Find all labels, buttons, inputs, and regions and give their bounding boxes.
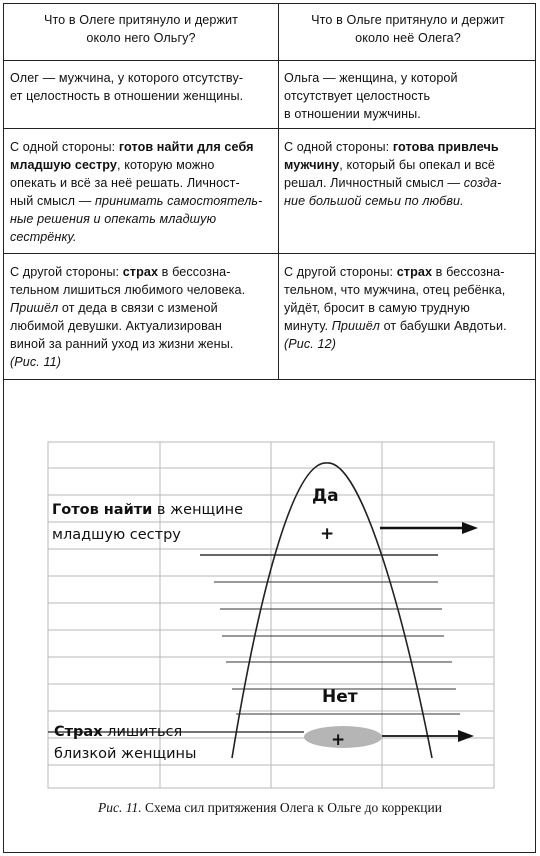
header-right-line: Что в Ольге притянуло и держит (311, 13, 505, 27)
caption-text: Схема сил притяжения Олега к Ольге до коррекции (141, 800, 442, 815)
label-yes: Да (312, 486, 339, 506)
text: С одной стороны: (10, 140, 119, 154)
text-line: любимой девушки. Актуализирован (10, 319, 222, 333)
row1-left (10, 69, 272, 105)
text: в бессозна- (158, 265, 231, 279)
bold-text: страх (396, 265, 433, 279)
text-line (10, 138, 272, 156)
text: решал. Личностный смысл — (284, 176, 464, 190)
label-ready-rest: в женщине (152, 502, 244, 518)
text: , который бы опекал и всё (339, 158, 496, 172)
header-right-line: около неё Олега? (355, 31, 461, 45)
header-left-line: Что в Олеге притянуло и держит (43, 13, 239, 27)
label-fear-rest: лишиться (102, 724, 183, 740)
plus-icon: + (320, 524, 335, 544)
row1-right (284, 69, 532, 123)
bold-text: готов найти для себя (118, 140, 254, 154)
attraction-scheme-figure (42, 440, 496, 790)
caption-number: Рис. 11. (98, 800, 142, 815)
text-line: в отношении мужчины. (284, 107, 421, 121)
text-line (284, 174, 532, 192)
text: ный смысл — (10, 194, 95, 208)
bold-text: младшую сестру (10, 158, 118, 172)
text: С другой стороны: (10, 265, 123, 279)
row2-left (10, 138, 272, 246)
text-line (284, 317, 532, 335)
text-line (10, 299, 272, 317)
text-line (10, 228, 272, 246)
label-ready-line1 (52, 502, 243, 518)
text-line (10, 210, 272, 228)
text-line: тельном, что мужчина, отец ребёнка, (284, 283, 506, 297)
italic-text: сестрёнку. (10, 230, 77, 244)
bold-text: готова привлечь (392, 140, 499, 154)
text-line (284, 335, 532, 353)
bold-text: мужчину (284, 158, 340, 172)
arrow-ready (380, 522, 478, 534)
text-line (10, 192, 272, 210)
italic-text: ные решения и опекать младшую (10, 212, 217, 226)
text-line (284, 138, 532, 156)
text-line (10, 353, 272, 371)
italic-text: (Рис. 11) (10, 355, 62, 369)
text-line (10, 156, 272, 174)
arrow-fear-head (458, 730, 474, 742)
text-line (284, 263, 532, 281)
row-divider (4, 379, 535, 380)
text: от бабушки Авдотьи. (380, 319, 507, 333)
italic-text: ние большой семьи по любви. (284, 194, 464, 208)
bold-text: страх (122, 265, 159, 279)
label-ready-line2: младшую сестру (52, 527, 181, 543)
header-left (10, 11, 272, 47)
text: , которую можно (117, 158, 215, 172)
plus-icon: + (331, 730, 346, 750)
row3-right (284, 263, 532, 353)
italic-text: (Рис. 12) (284, 337, 336, 351)
text: от деда в связи с изменой (58, 301, 218, 315)
text-line: уйдёт, бросит в самую трудную (284, 301, 470, 315)
label-fear-bold: Страх (54, 724, 103, 740)
text-line: тельном лишиться любимого человека. (10, 283, 246, 297)
text-line (10, 263, 272, 281)
text-line: отсутствует целостность (284, 89, 431, 103)
scheme-svg (42, 440, 496, 790)
text-line: виной за ранний уход из жизни жены. (10, 337, 234, 351)
row-divider (4, 253, 535, 254)
italic-text: принимать самостоятель- (94, 194, 263, 208)
text: С другой стороны: (284, 265, 397, 279)
text-line: опекать и всё за неё решать. Личност- (10, 176, 240, 190)
label-no: Нет (322, 687, 358, 707)
text: С одной стороны: (284, 140, 393, 154)
label-fear-line2: близкой женщины (54, 746, 197, 762)
row2-right (284, 138, 532, 210)
text-line: Олег — мужчина, у которого отсутству- (10, 71, 244, 85)
italic-text: созда- (463, 176, 502, 190)
row-divider (4, 60, 535, 61)
italic-text: Пришёл (331, 319, 380, 333)
text-line: Ольга — женщина, у которой (284, 71, 458, 85)
text-line (284, 156, 532, 174)
row3-left (10, 263, 272, 371)
italic-text: Пришёл (10, 301, 59, 315)
text: в бессозна- (432, 265, 505, 279)
figure-caption (0, 800, 540, 816)
label-fear-line1 (54, 724, 182, 740)
text-line (284, 192, 532, 210)
header-left-line: около него Ольгу? (86, 31, 196, 45)
row-divider (4, 128, 535, 129)
text-line: ет целостность в отношении женщины. (10, 89, 244, 103)
label-ready-bold: Готов найти (52, 502, 153, 518)
text: минуту. (284, 319, 332, 333)
header-right (284, 11, 532, 47)
arrow-ready-head (462, 522, 478, 534)
